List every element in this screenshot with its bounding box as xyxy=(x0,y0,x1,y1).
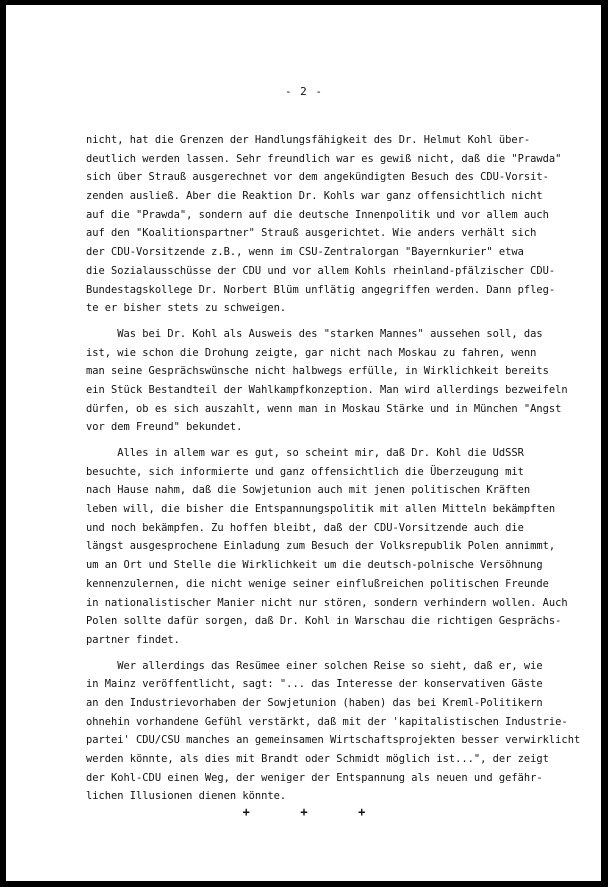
text-line: in nationalistischer Manier nicht nur stören, sondern verhindern wollen. Auch xyxy=(86,596,568,609)
text-line: Bundestagskollege Dr. Norbert Blüm unflätig angegriffen werden. Dann pfleg- xyxy=(86,283,556,296)
text-line: sich über Strauß ausgerechnet vor dem angekündigten Besuch des CDU-Vorsit- xyxy=(86,171,549,184)
text-line: kennenzulernen, die nicht wenige seiner einflußreichen politischen Freunde xyxy=(86,577,549,590)
text-line: Polen sollte dafür sorgen, daß Dr. Kohl in Warschau die richtigen Gesprächs- xyxy=(86,615,562,628)
text-line: ein Stück Bestandteil der Wahlkampfkonzeption. Man wird allerdings bezweifeln xyxy=(86,383,568,396)
text-line: um an Ort und Stelle die Wirklichkeit um die deutsch-polnische Versöhnung xyxy=(86,559,543,572)
text-line: und noch bekämpfen. Zu hoffen bleibt, daß der CDU-Vorsitzende auch die xyxy=(86,521,524,534)
paragraph-gap xyxy=(86,318,606,325)
text-line: dürfen, ob es sich auszahlt, wenn man in Moskau Stärke und in München "Angst xyxy=(86,402,562,415)
text-line: längst ausgesprochene Einladung zum Besuch der Volksrepublik Polen annimmt, xyxy=(86,540,556,553)
text-line: in Mainz veröffentlicht, sagt: "... das Interesse der konservativen Gäste xyxy=(86,678,543,691)
text-line: auf den "Koalitionspartner" Strauß ausgerichtet. Wie anders verhält sich xyxy=(86,227,537,240)
text-line: besuchte, sich informierte und ganz offensichtlich die Überzeugung mit xyxy=(86,465,524,478)
text-line: ist, wie schon die Drohung zeigte, gar nicht nach Moskau zu fahren, wenn xyxy=(86,346,537,359)
paragraph xyxy=(86,325,606,437)
text-line: vor dem Freund" bekundet. xyxy=(86,421,243,434)
text-line: partner findet. xyxy=(86,633,180,646)
text-line: man seine Gesprächswünsche nicht halbwegs erfülle, in Wirklichkeit bereits xyxy=(86,365,549,378)
document-body xyxy=(86,131,606,806)
text-line: nicht, hat die Grenzen der Handlungsfähigkeit des Dr. Helmut Kohl über- xyxy=(86,134,531,146)
text-line: auf die "Prawda", sondern auf die deutsche Innenpolitik und vor allem auch xyxy=(86,208,549,221)
page-number: - 2 - xyxy=(284,85,324,98)
paragraph-gap xyxy=(86,437,606,444)
text-line: die Sozialausschüsse der CDU und vor allem Kohls rheinland-pfälzischer CDU- xyxy=(86,264,556,277)
text-line: lichen Illusionen dienen könnte. xyxy=(86,790,287,803)
text-line: te er bisher stets zu schweigen. xyxy=(86,302,287,315)
text-line: der Kohl-CDU einen Weg, der weniger der Entspannung als neuen und gefähr- xyxy=(86,771,543,784)
text-line: partei' CDU/CSU manches an gemeinsamen Wirtschaftsprojekten besser verwirklicht xyxy=(86,734,581,747)
text-line: Wer allerdings das Resümee einer solchen Reise so sieht, daß er, wie xyxy=(86,659,543,672)
text-line: zenden ausließ. Aber die Reaktion Dr. Kohls war ganz offensichtlich nicht xyxy=(86,190,543,203)
paragraph-gap xyxy=(86,650,606,657)
text-line: Was bei Dr. Kohl als Ausweis des "starken Mannes" aussehen soll, das xyxy=(86,327,543,340)
text-line: nach Hause nahm, daß die Sowjetunion auch mit jenen politischen Kräften xyxy=(86,484,531,497)
text-line: werden könnte, als dies mit Brandt oder Schmidt möglich ist...", der zeigt xyxy=(86,753,549,765)
text-line: Alles in allem war es gut, so scheint mir, daß Dr. Kohl die UdSSR xyxy=(86,447,524,459)
text-line: leben will, die bisher die Entspannungspolitik mit allen Mitteln bekämpften xyxy=(86,503,556,516)
text-line: ohnehin vorhandene Gefühl verstärkt, daß mit der 'kapitalistischen Industrie- xyxy=(86,715,568,728)
paragraph xyxy=(86,657,606,807)
paragraph xyxy=(86,131,606,318)
end-of-section-marks: + + + xyxy=(242,805,366,819)
text-line: deutlich werden lassen. Sehr freundlich war es gewiß nicht, daß die "Prawda" xyxy=(86,152,562,165)
paragraph xyxy=(86,444,606,650)
text-line: an den Industrievorhaben der Sowjetunion (haben) das bei Kreml-Politikern xyxy=(86,696,543,709)
text-line: der CDU-Vorsitzende z.B., wenn im CSU-Zentralorgan "Bayernkurier" etwa xyxy=(86,246,524,259)
